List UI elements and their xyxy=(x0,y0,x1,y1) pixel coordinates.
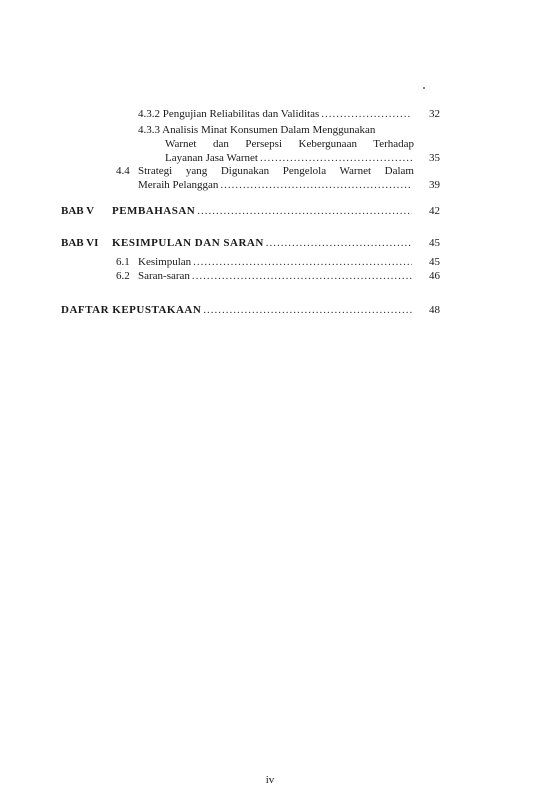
toc-entry-6-2 xyxy=(138,270,414,283)
toc-leader-dots xyxy=(260,152,412,165)
scan-speck xyxy=(423,87,425,89)
toc-entry-6-2-number: 6.2 xyxy=(116,270,130,282)
toc-page-number: 45 xyxy=(429,237,440,249)
toc-leader-dots xyxy=(220,179,412,192)
toc-chapter-title: KESIMPULAN DAN SARAN xyxy=(112,237,264,249)
toc-bibliography xyxy=(61,304,414,317)
toc-leader-dots xyxy=(193,256,412,269)
toc-entry-6-1-number: 6.1 xyxy=(116,256,130,268)
toc-leader-dots xyxy=(192,270,412,283)
toc-entry-4-3-3-line1: 4.3.3 Analisis Minat Konsumen Dalam Menggunakan xyxy=(138,124,376,136)
toc-page-number: 48 xyxy=(429,304,440,316)
toc-entry-4-3-3-line2: Warnet dan Persepsi Kebergunaan Terhadap xyxy=(165,138,414,150)
page-number: iv xyxy=(265,774,275,786)
toc-entry-4-4-line2 xyxy=(138,179,414,192)
toc-entry-title: 4.3.2 Pengujian Reliabilitas dan Validitas xyxy=(138,108,320,120)
toc-leader-dots xyxy=(266,237,412,250)
toc-page-number: 32 xyxy=(429,108,440,120)
toc-page-number: 42 xyxy=(429,205,440,217)
toc-chapter-6 xyxy=(112,237,414,250)
toc-entry-4-3-2 xyxy=(138,108,414,121)
toc-entry-title: Meraih Pelanggan xyxy=(138,179,219,191)
toc-page-number: 45 xyxy=(429,256,440,268)
toc-page-number: 46 xyxy=(429,270,440,282)
toc-leader-dots xyxy=(197,205,412,218)
toc-entry-4-4-number: 4.4 xyxy=(116,165,130,177)
toc-entry-6-1 xyxy=(138,256,414,269)
toc-leader-dots xyxy=(203,304,412,317)
toc-bibliography-title: DAFTAR KEPUSTAKAAN xyxy=(61,304,202,316)
toc-chapter-5 xyxy=(112,205,414,218)
toc-leader-dots xyxy=(321,108,412,121)
toc-entry-title: Saran-saran xyxy=(138,270,190,282)
toc-chapter-label-6: BAB VI xyxy=(61,237,99,249)
toc-entry-4-4-line1: Strategi yang Digunakan Pengelola Warnet Dalam xyxy=(138,165,414,177)
toc-chapter-label-5: BAB V xyxy=(61,205,95,217)
toc-entry-title: Kesimpulan xyxy=(138,256,192,268)
toc-chapter-title: PEMBAHASAN xyxy=(112,205,196,217)
toc-entry-4-3-3-line3 xyxy=(165,152,414,165)
toc-entry-title: Layanan Jasa Warnet xyxy=(165,152,258,164)
toc-page-number: 35 xyxy=(429,152,440,164)
toc-page-number: 39 xyxy=(429,179,440,191)
